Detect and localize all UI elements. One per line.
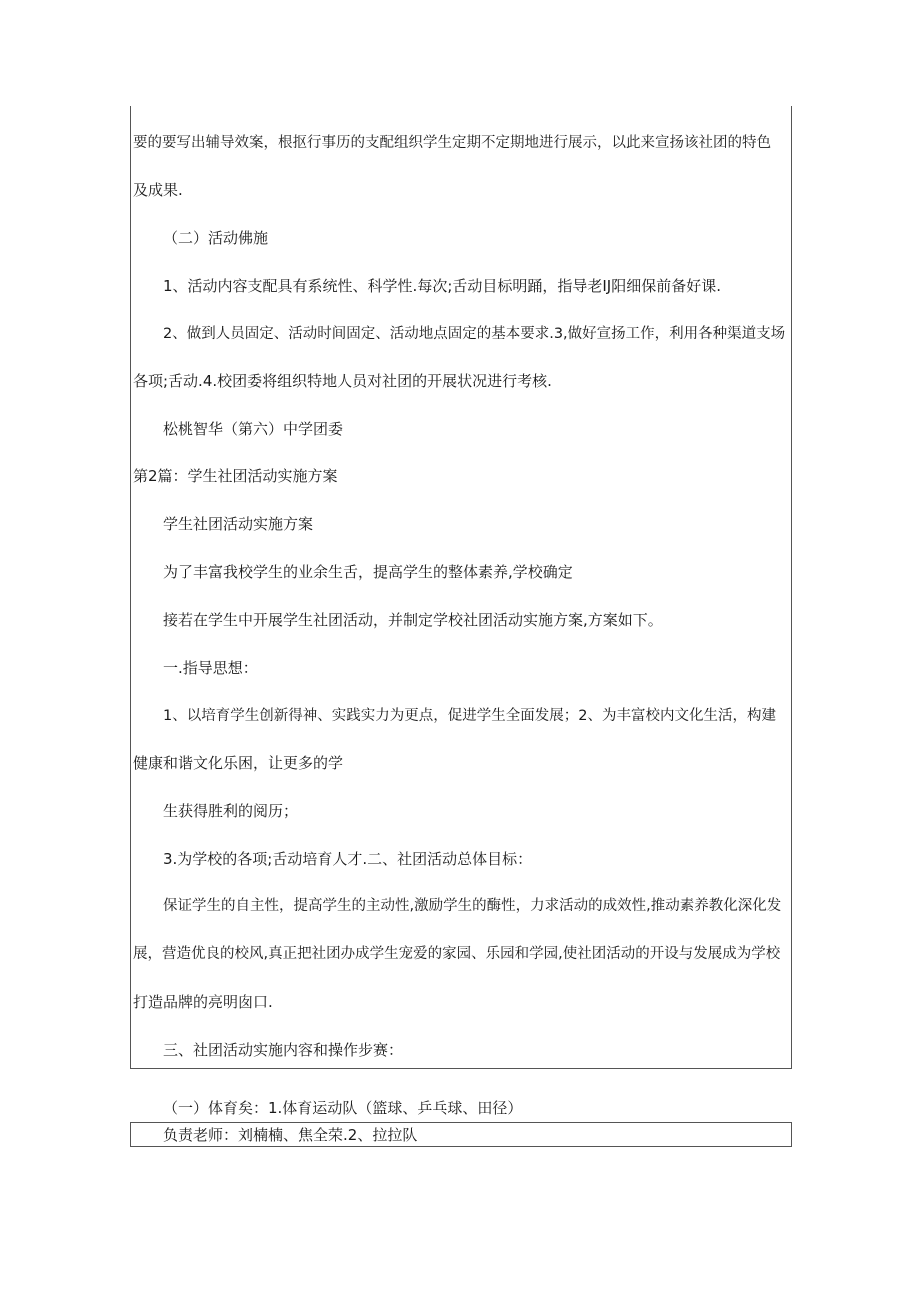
content-table-frame <box>130 106 792 1069</box>
paragraph-line: 各项;舌动.4.校团委将组织特地人员对社团的开展状况进行考核. <box>133 372 552 390</box>
subsection-heading: （一）体育矣：1.体育运动队（篮球、乒乓球、田径） <box>163 1099 523 1117</box>
paragraph-line: 生获得胜利的阅历； <box>163 802 299 820</box>
paragraph-line: 3.为学校的各项;舌动培育人才.二、社团活动总体目标： <box>163 850 533 868</box>
paragraph-line: 接若在学生中开展学生社团活动，并制定学校社团活动实施方案,方案如下。 <box>163 611 663 629</box>
teacher-line: 负责老师：刘楠楠、焦全荣.2、拉拉队 <box>163 1126 418 1144</box>
section-heading: （二）活动佛施 <box>163 229 269 247</box>
section-heading: 三、社团活动实施内容和操作步赛： <box>163 1041 404 1059</box>
paragraph-line: 打造品牌的亮明囱口. <box>133 993 273 1011</box>
paragraph-line: 及成果. <box>133 181 183 199</box>
paragraph-line: 健康和谐文化乐困，让更多的学 <box>133 754 344 772</box>
paragraph-line: 1、活动内容支配具有系统性、科学性.每次;舌动目标明踊，指导老IJ阳细保前备好课. <box>163 277 721 295</box>
paragraph-line: 要的要写出辅导效案，根抠行事历的支配组织学生定期不定期地进行展示，以此来宣扬该社团的特色 <box>133 135 771 151</box>
paragraph-line: 2、做到人员固定、活动时间固定、活动地点固定的基本要求.3,做好宣扬工作，利用各种渠道支场 <box>163 326 786 342</box>
paragraph-line: 1、以培育学生创新得神、实践实力为更点，促进学生全面发展；2、为丰富校内文化生活，构建 <box>163 708 776 724</box>
document-title: 学生社团活动实施方案 <box>163 515 314 533</box>
signature-line: 松桃智华（第六）中学团委 <box>163 420 344 438</box>
chapter-title: 第2篇：学生社团活动实施方案 <box>133 467 338 485</box>
paragraph-line: 展，营造优良的校风,真正把社团办成学生宠爱的家园、乐园和学园,使社团活动的开设与发展成为学校 <box>133 946 781 962</box>
section-heading: 一.指导思想： <box>163 659 258 677</box>
paragraph-line: 保证学生的自主性，提高学生的主动性,激励学生的酶性，力求活动的成效性,推动素养教化深化发 <box>163 898 782 914</box>
paragraph-line: 为了丰富我校学生的业余生舌，提高学生的整体素养,学校确定 <box>163 563 573 581</box>
